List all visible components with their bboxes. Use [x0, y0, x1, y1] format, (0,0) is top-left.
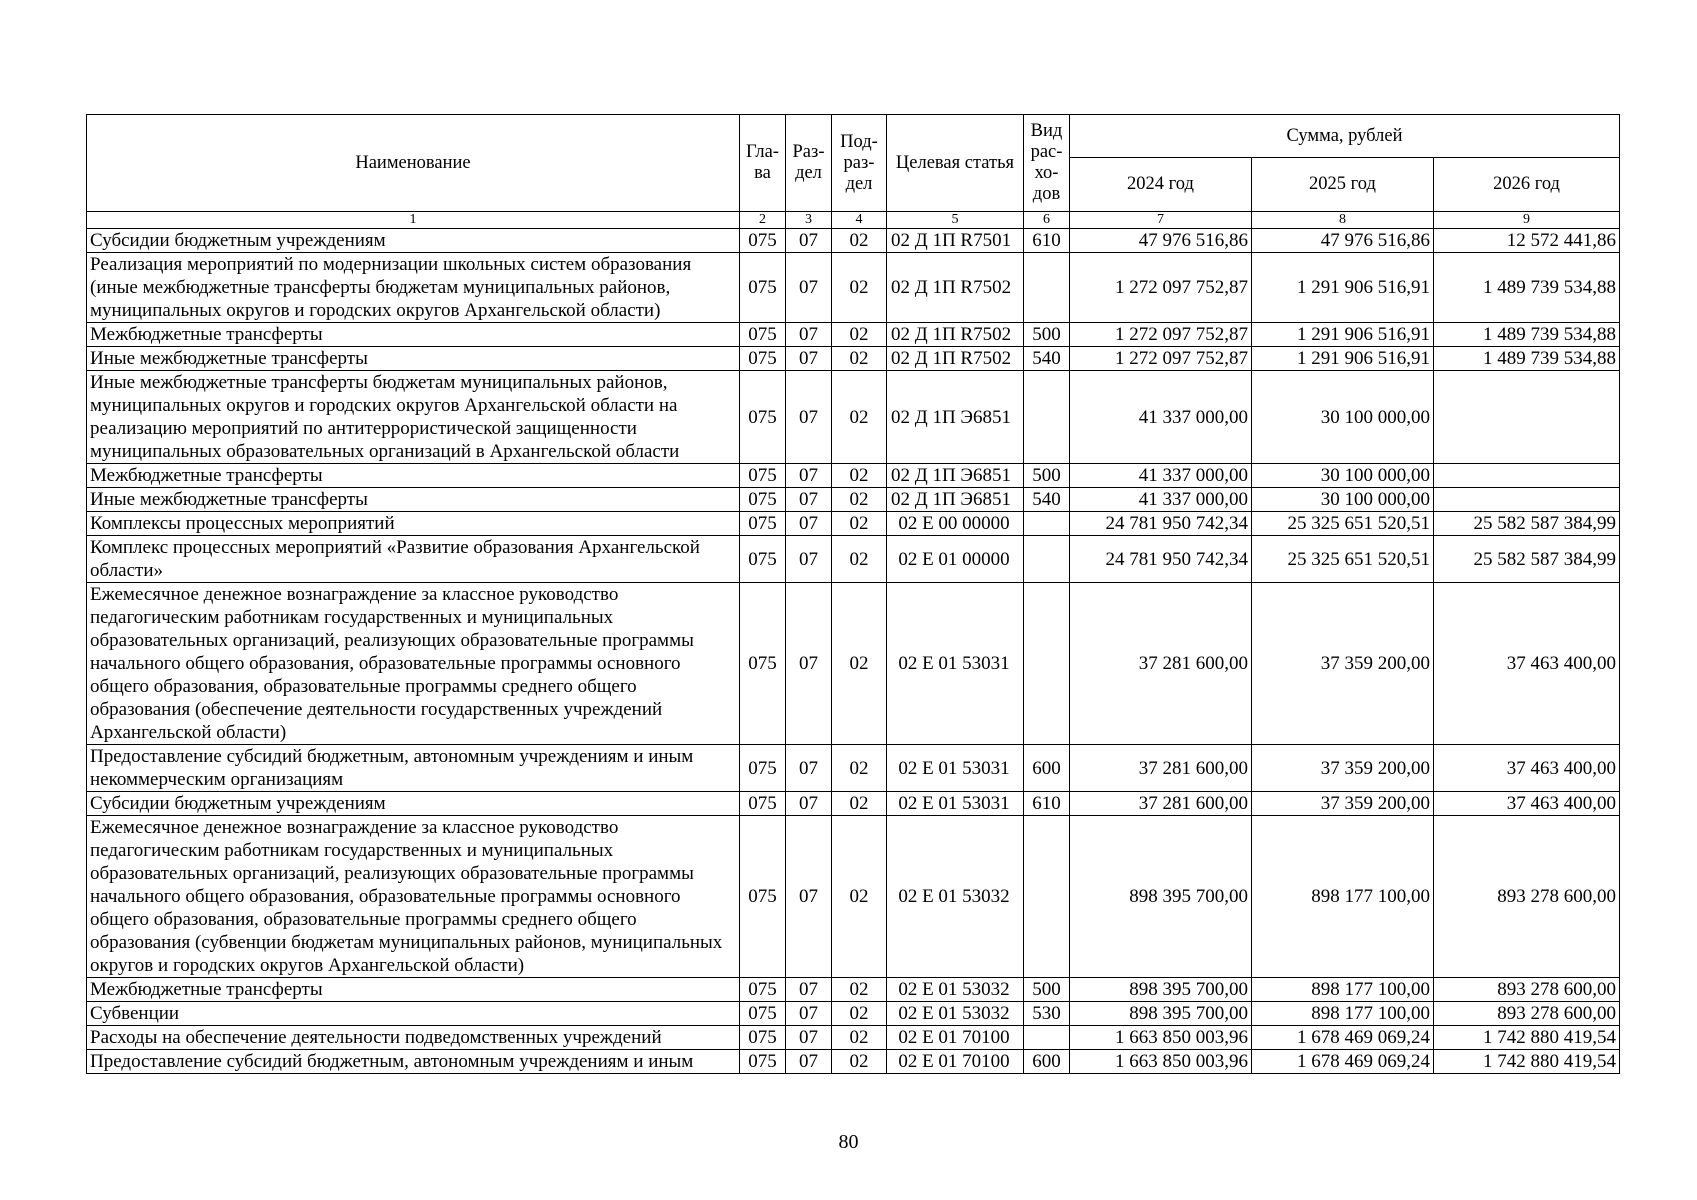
row-2024-cell: 1 272 097 752,87	[1070, 253, 1252, 323]
row-name-cell: Иные межбюджетные трансферты	[87, 488, 740, 512]
table-row	[87, 253, 1620, 323]
row-glava-cell: 075	[740, 323, 786, 347]
table-row	[87, 323, 1620, 347]
column-number-cell: 4	[832, 212, 887, 229]
column-number-cell: 7	[1070, 212, 1252, 229]
row-razdel-cell: 07	[786, 1002, 832, 1026]
header-2025: 2025 год	[1252, 158, 1434, 212]
row-2026-cell: 893 278 600,00	[1434, 978, 1620, 1002]
row-tselevaya-cell: 02 Д 1П R7502	[887, 323, 1024, 347]
row-podrazdel-cell: 02	[832, 371, 887, 464]
column-number-cell: 9	[1434, 212, 1620, 229]
row-name-cell: Субсидии бюджетным учреждениям	[87, 229, 740, 253]
table-row	[87, 536, 1620, 583]
row-2024-cell: 37 281 600,00	[1070, 792, 1252, 816]
table-body	[87, 229, 1620, 1074]
row-podrazdel-cell: 02	[832, 488, 887, 512]
row-glava-cell: 075	[740, 1026, 786, 1050]
row-2025-cell: 1 678 469 069,24	[1252, 1026, 1434, 1050]
header-2026: 2026 год	[1434, 158, 1620, 212]
row-2026-cell: 25 582 587 384,99	[1434, 536, 1620, 583]
row-2025-cell: 898 177 100,00	[1252, 978, 1434, 1002]
row-podrazdel-cell: 02	[832, 792, 887, 816]
row-glava-cell: 075	[740, 792, 786, 816]
row-2025-cell: 37 359 200,00	[1252, 583, 1434, 745]
row-tselevaya-cell: 02 Е 01 53031	[887, 745, 1024, 792]
row-razdel-cell: 07	[786, 792, 832, 816]
row-vid-cell	[1024, 253, 1070, 323]
row-2026-cell: 12 572 441,86	[1434, 229, 1620, 253]
row-tselevaya-cell: 02 Е 01 53031	[887, 792, 1024, 816]
page-number: 80	[838, 1131, 859, 1153]
row-2024-cell: 898 395 700,00	[1070, 978, 1252, 1002]
row-2026-cell: 893 278 600,00	[1434, 816, 1620, 978]
row-podrazdel-cell: 02	[832, 464, 887, 488]
row-razdel-cell: 07	[786, 253, 832, 323]
row-tselevaya-cell: 02 Е 01 53032	[887, 1002, 1024, 1026]
row-razdel-cell: 07	[786, 536, 832, 583]
row-2025-cell: 1 291 906 516,91	[1252, 323, 1434, 347]
row-vid-cell: 540	[1024, 347, 1070, 371]
row-2025-cell: 30 100 000,00	[1252, 371, 1434, 464]
row-vid-cell: 530	[1024, 1002, 1070, 1026]
row-razdel-cell: 07	[786, 978, 832, 1002]
row-vid-cell	[1024, 512, 1070, 536]
row-glava-cell: 075	[740, 253, 786, 323]
row-2024-cell: 37 281 600,00	[1070, 583, 1252, 745]
column-number-cell: 1	[87, 212, 740, 229]
table-row	[87, 488, 1620, 512]
row-glava-cell: 075	[740, 464, 786, 488]
row-razdel-cell: 07	[786, 745, 832, 792]
row-name-cell: Межбюджетные трансферты	[87, 323, 740, 347]
header-row	[87, 115, 1620, 158]
row-name-cell: Ежемесячное денежное вознаграждение за классное руководство педагогическим работникам государственных и муниципальных образовательных организаций, реализующих образовательные программы начального общего образования, образовательные программы основного общего образования, образовательные программы среднего общего образования (обеспечение деятельности государственных учреждений Архангельской области)	[87, 583, 740, 745]
row-name-cell: Комплексы процессных мероприятий	[87, 512, 740, 536]
row-2024-cell: 1 272 097 752,87	[1070, 347, 1252, 371]
row-2026-cell: 37 463 400,00	[1434, 792, 1620, 816]
row-2026-cell: 25 582 587 384,99	[1434, 512, 1620, 536]
row-razdel-cell: 07	[786, 488, 832, 512]
row-name-cell: Иные межбюджетные трансферты	[87, 347, 740, 371]
row-razdel-cell: 07	[786, 1050, 832, 1074]
row-2024-cell: 898 395 700,00	[1070, 816, 1252, 978]
row-vid-cell: 610	[1024, 229, 1070, 253]
column-number-cell: 6	[1024, 212, 1070, 229]
row-vid-cell	[1024, 371, 1070, 464]
row-2026-cell	[1434, 464, 1620, 488]
budget-table	[86, 114, 1620, 1074]
row-glava-cell: 075	[740, 347, 786, 371]
row-podrazdel-cell: 02	[832, 347, 887, 371]
header-glava: Гла-ва	[740, 115, 786, 212]
row-vid-cell: 600	[1024, 1050, 1070, 1074]
row-vid-cell: 600	[1024, 745, 1070, 792]
row-vid-cell: 540	[1024, 488, 1070, 512]
header-2024: 2024 год	[1070, 158, 1252, 212]
row-vid-cell: 610	[1024, 792, 1070, 816]
row-vid-cell	[1024, 1026, 1070, 1050]
row-tselevaya-cell: 02 Д 1П R7502	[887, 253, 1024, 323]
row-razdel-cell: 07	[786, 347, 832, 371]
row-podrazdel-cell: 02	[832, 253, 887, 323]
row-vid-cell: 500	[1024, 464, 1070, 488]
row-tselevaya-cell: 02 Е 01 53032	[887, 816, 1024, 978]
column-number-cell: 8	[1252, 212, 1434, 229]
header-podrazdel: Под-раз-дел	[832, 115, 887, 212]
header-tselevaya: Целевая статья	[887, 115, 1024, 212]
row-podrazdel-cell: 02	[832, 816, 887, 978]
row-2026-cell: 1 489 739 534,88	[1434, 323, 1620, 347]
row-2024-cell: 1 663 850 003,96	[1070, 1050, 1252, 1074]
row-glava-cell: 075	[740, 978, 786, 1002]
table-row	[87, 978, 1620, 1002]
row-2024-cell: 898 395 700,00	[1070, 1002, 1252, 1026]
row-glava-cell: 075	[740, 536, 786, 583]
row-name-cell: Комплекс процессных мероприятий «Развитие образования Архангельской области»	[87, 536, 740, 583]
row-2025-cell: 25 325 651 520,51	[1252, 536, 1434, 583]
row-podrazdel-cell: 02	[832, 583, 887, 745]
row-razdel-cell: 07	[786, 464, 832, 488]
table-row	[87, 512, 1620, 536]
row-razdel-cell: 07	[786, 229, 832, 253]
row-2026-cell: 1 489 739 534,88	[1434, 347, 1620, 371]
row-2026-cell: 1 742 880 419,54	[1434, 1050, 1620, 1074]
row-tselevaya-cell: 02 Е 00 00000	[887, 512, 1024, 536]
table-row	[87, 745, 1620, 792]
row-vid-cell	[1024, 583, 1070, 745]
row-2024-cell: 37 281 600,00	[1070, 745, 1252, 792]
row-razdel-cell: 07	[786, 583, 832, 745]
table-row	[87, 371, 1620, 464]
row-tselevaya-cell: 02 Д 1П R7502	[887, 347, 1024, 371]
row-2025-cell: 30 100 000,00	[1252, 488, 1434, 512]
row-2024-cell: 41 337 000,00	[1070, 488, 1252, 512]
row-2025-cell: 1 291 906 516,91	[1252, 253, 1434, 323]
table-row	[87, 464, 1620, 488]
row-glava-cell: 075	[740, 488, 786, 512]
table-row	[87, 816, 1620, 978]
header-razdel: Раз-дел	[786, 115, 832, 212]
row-tselevaya-cell: 02 Д 1П R7501	[887, 229, 1024, 253]
row-name-cell: Расходы на обеспечение деятельности подведомственных учреждений	[87, 1026, 740, 1050]
row-podrazdel-cell: 02	[832, 1002, 887, 1026]
row-2026-cell: 893 278 600,00	[1434, 1002, 1620, 1026]
row-podrazdel-cell: 02	[832, 512, 887, 536]
row-glava-cell: 075	[740, 1002, 786, 1026]
row-podrazdel-cell: 02	[832, 1026, 887, 1050]
column-number-cell: 3	[786, 212, 832, 229]
row-2025-cell: 37 359 200,00	[1252, 792, 1434, 816]
row-name-cell: Иные межбюджетные трансферты бюджетам муниципальных районов, муниципальных округов и городских округов Архангельской области на реализацию мероприятий по антитеррористической защищенности муниципальных образовательных организаций в Архангельской области	[87, 371, 740, 464]
row-2025-cell: 25 325 651 520,51	[1252, 512, 1434, 536]
row-tselevaya-cell: 02 Е 01 70100	[887, 1026, 1024, 1050]
row-2025-cell: 30 100 000,00	[1252, 464, 1434, 488]
table-row	[87, 347, 1620, 371]
row-glava-cell: 075	[740, 229, 786, 253]
table-row	[87, 583, 1620, 745]
row-2025-cell: 898 177 100,00	[1252, 816, 1434, 978]
row-name-cell: Межбюджетные трансферты	[87, 464, 740, 488]
row-2025-cell: 37 359 200,00	[1252, 745, 1434, 792]
row-2024-cell: 24 781 950 742,34	[1070, 536, 1252, 583]
row-2026-cell	[1434, 371, 1620, 464]
row-podrazdel-cell: 02	[832, 745, 887, 792]
row-2024-cell: 24 781 950 742,34	[1070, 512, 1252, 536]
row-2025-cell: 1 678 469 069,24	[1252, 1050, 1434, 1074]
row-tselevaya-cell: 02 Е 01 00000	[887, 536, 1024, 583]
row-2024-cell: 1 272 097 752,87	[1070, 323, 1252, 347]
table-row	[87, 229, 1620, 253]
row-2024-cell: 41 337 000,00	[1070, 371, 1252, 464]
row-razdel-cell: 07	[786, 816, 832, 978]
row-2025-cell: 47 976 516,86	[1252, 229, 1434, 253]
row-name-cell: Предоставление субсидий бюджетным, автономным учреждениям и иным	[87, 1050, 740, 1074]
row-glava-cell: 075	[740, 583, 786, 745]
row-name-cell: Ежемесячное денежное вознаграждение за классное руководство педагогическим работникам государственных и муниципальных образовательных организаций, реализующих образовательные программы начального общего образования, образовательные программы основного общего образования, образовательные программы среднего общего образования (субвенции бюджетам муниципальных районов, муниципальных округов и городских округов Архангельской области)	[87, 816, 740, 978]
column-number-cell: 2	[740, 212, 786, 229]
table-row	[87, 1026, 1620, 1050]
row-tselevaya-cell: 02 Д 1П Э6851	[887, 488, 1024, 512]
row-tselevaya-cell: 02 Д 1П Э6851	[887, 464, 1024, 488]
row-podrazdel-cell: 02	[832, 536, 887, 583]
row-glava-cell: 075	[740, 745, 786, 792]
budget-table-page	[86, 114, 1619, 1074]
row-name-cell: Субвенции	[87, 1002, 740, 1026]
row-2026-cell: 37 463 400,00	[1434, 745, 1620, 792]
table-row	[87, 792, 1620, 816]
row-name-cell: Реализация мероприятий по модернизации школьных систем образования (иные межбюджетные трансферты бюджетам муниципальных районов, муниципальных округов и городских округов Архангельской области)	[87, 253, 740, 323]
row-2026-cell: 37 463 400,00	[1434, 583, 1620, 745]
header-vid: Вид рас-хо-дов	[1024, 115, 1070, 212]
row-podrazdel-cell: 02	[832, 1050, 887, 1074]
row-razdel-cell: 07	[786, 512, 832, 536]
row-tselevaya-cell: 02 Е 01 53032	[887, 978, 1024, 1002]
row-razdel-cell: 07	[786, 1026, 832, 1050]
row-vid-cell	[1024, 536, 1070, 583]
row-2024-cell: 47 976 516,86	[1070, 229, 1252, 253]
row-glava-cell: 075	[740, 816, 786, 978]
row-glava-cell: 075	[740, 512, 786, 536]
row-razdel-cell: 07	[786, 371, 832, 464]
row-2025-cell: 898 177 100,00	[1252, 1002, 1434, 1026]
row-name-cell: Межбюджетные трансферты	[87, 978, 740, 1002]
row-2024-cell: 41 337 000,00	[1070, 464, 1252, 488]
row-podrazdel-cell: 02	[832, 323, 887, 347]
row-vid-cell: 500	[1024, 323, 1070, 347]
row-name-cell: Предоставление субсидий бюджетным, автономным учреждениям и иным некоммерческим организациям	[87, 745, 740, 792]
header-name: Наименование	[87, 115, 740, 212]
row-podrazdel-cell: 02	[832, 229, 887, 253]
column-numbers-row	[87, 212, 1620, 229]
header-summa: Сумма, рублей	[1070, 115, 1620, 158]
column-number-cell: 5	[887, 212, 1024, 229]
row-glava-cell: 075	[740, 1050, 786, 1074]
row-2024-cell: 1 663 850 003,96	[1070, 1026, 1252, 1050]
row-2026-cell	[1434, 488, 1620, 512]
row-glava-cell: 075	[740, 371, 786, 464]
row-tselevaya-cell: 02 Е 01 70100	[887, 1050, 1024, 1074]
table-row	[87, 1050, 1620, 1074]
row-2026-cell: 1 489 739 534,88	[1434, 253, 1620, 323]
table-row	[87, 1002, 1620, 1026]
row-razdel-cell: 07	[786, 323, 832, 347]
row-2025-cell: 1 291 906 516,91	[1252, 347, 1434, 371]
row-name-cell: Субсидии бюджетным учреждениям	[87, 792, 740, 816]
row-vid-cell: 500	[1024, 978, 1070, 1002]
row-vid-cell	[1024, 816, 1070, 978]
row-tselevaya-cell: 02 Д 1П Э6851	[887, 371, 1024, 464]
row-tselevaya-cell: 02 Е 01 53031	[887, 583, 1024, 745]
row-2026-cell: 1 742 880 419,54	[1434, 1026, 1620, 1050]
row-podrazdel-cell: 02	[832, 978, 887, 1002]
